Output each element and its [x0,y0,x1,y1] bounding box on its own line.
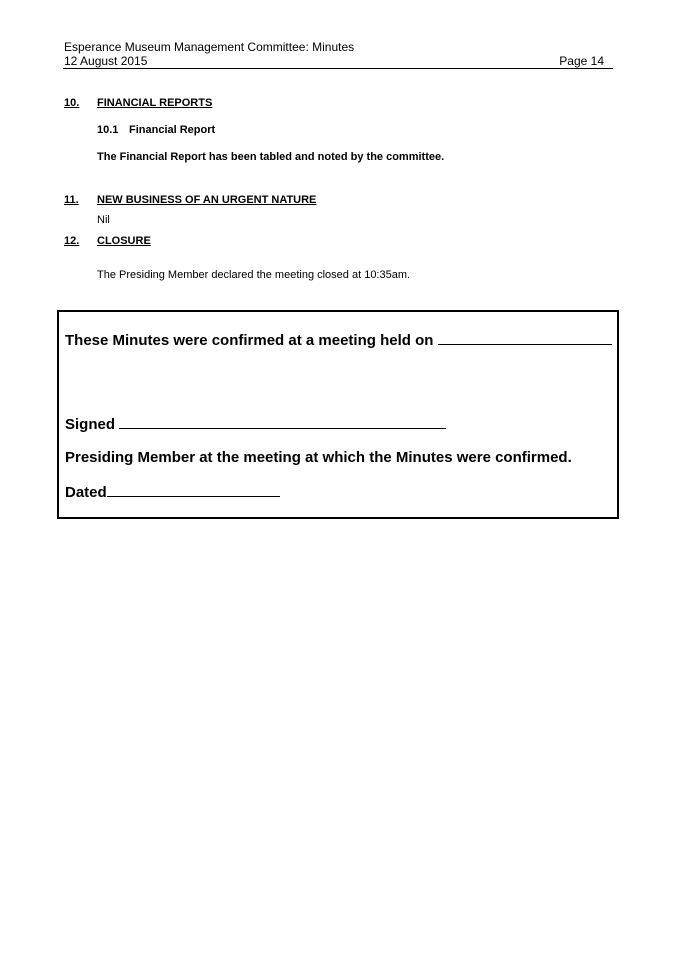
meeting-date-blank [438,331,612,345]
confirmed-line [65,331,612,350]
section-number: 10. [64,97,80,109]
section-text: Nil [97,214,110,226]
date-blank [107,483,280,497]
section-heading: FINANCIAL REPORTS [97,97,213,109]
header-date: 12 August 2015 [64,54,148,68]
section-number: 12. [64,235,80,247]
dated-label: Dated [65,484,107,501]
section-heading: NEW BUSINESS OF AN URGENT NATURE [97,194,317,206]
signed-line [65,415,446,434]
signed-label: Signed [65,416,116,433]
confirmation-box [57,310,619,519]
dated-line [65,483,280,502]
signature-blank [119,415,446,429]
section-heading: CLOSURE [97,235,151,247]
presiding-member-text: Presiding Member at the meeting at which the Minutes were confirmed. [65,449,572,466]
section-text: The Financial Report has been tabled and noted by the committee. [97,151,445,163]
header-title: Esperance Museum Management Committee: Minutes [64,40,355,54]
subsection-number: 10.1 [97,124,119,136]
header-page-number: Page 14 [559,54,604,68]
header-divider [63,68,613,69]
section-text: The Presiding Member declared the meeting closed at 10:35am. [97,269,411,281]
confirmed-label: These Minutes were confirmed at a meeting held on [65,332,434,349]
section-number: 11. [64,194,79,206]
subsection-heading: Financial Report [129,124,216,136]
